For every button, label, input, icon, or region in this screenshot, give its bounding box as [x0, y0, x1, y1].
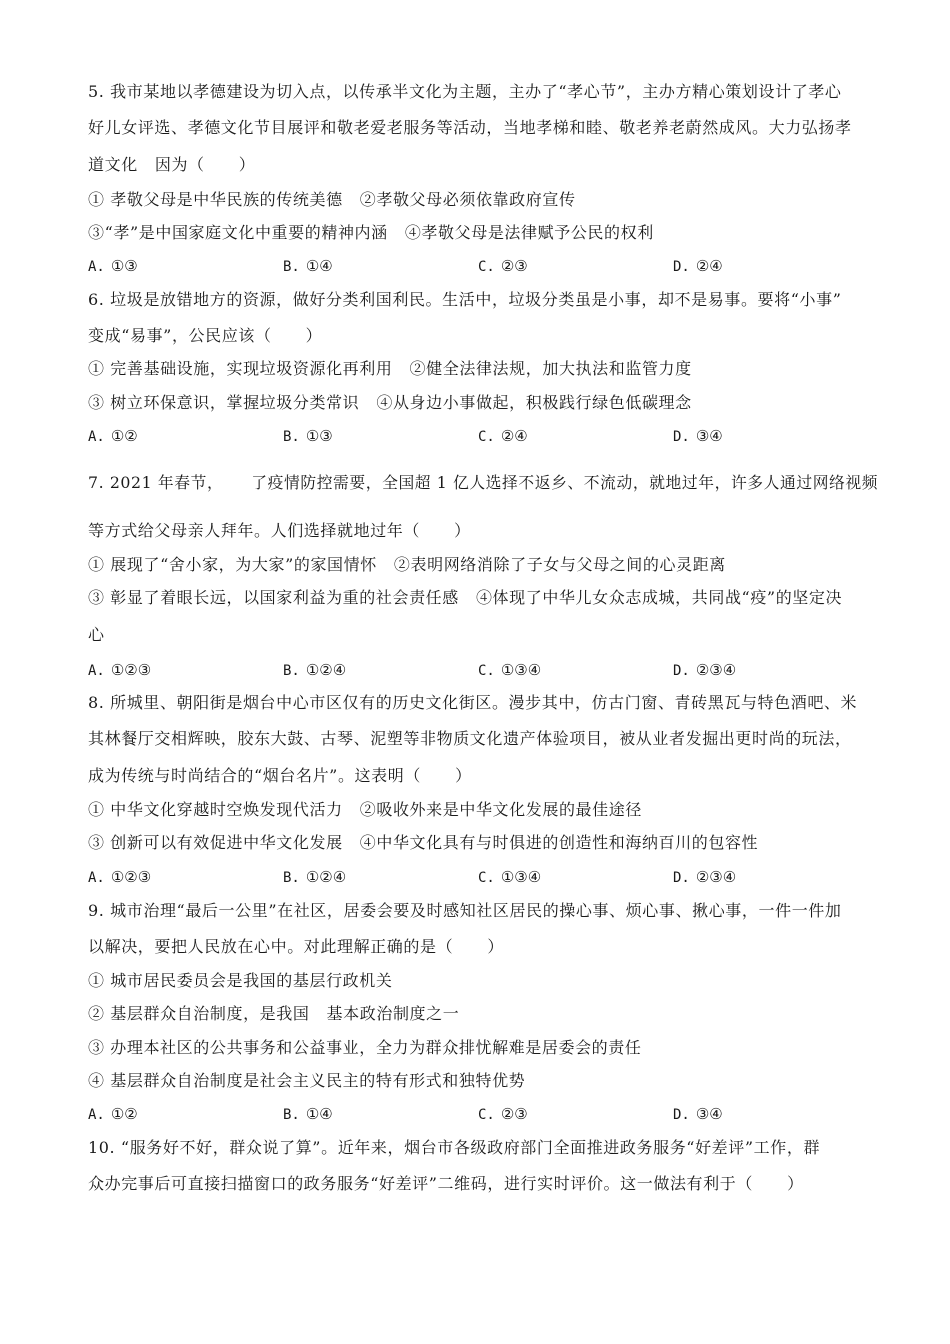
q7-option-b[interactable]: B. ①②④: [283, 661, 347, 679]
q9-options: [88, 1104, 878, 1124]
q8-statement-line-2: ③ 创新可以有效促进中华文化发展 ④中华文化具有与时俱进的创造性和海纳百川的包容性: [88, 833, 759, 852]
q9-option-a[interactable]: A. ①②: [88, 1105, 138, 1123]
q9-statement-1: ① 城市居民委员会是我国的基层行政机关: [88, 971, 393, 990]
q8-option-a[interactable]: A. ①②③: [88, 868, 152, 886]
q7-stem-line-1: 7. 2021 年春节， 了疫情防控需要，全国超 1 亿人选择不返乡、不流动，就地过年，许多人通过网络视频: [88, 473, 879, 492]
q8-option-c[interactable]: C. ①③④: [478, 868, 542, 886]
q7-option-d[interactable]: D. ②③④: [673, 661, 737, 679]
q7-stem-line-2: 等方式给父母亲人拜年。人们选择就地过年（ ）: [88, 521, 471, 540]
q8-stem-line-1: 8. 所城里、朝阳街是烟台中心市区仅有的历史文化街区。漫步其中，仿古门窗、青砖黑瓦与特色酒吧、米: [88, 693, 858, 712]
q7-statement-line-2: ③ 彰显了着眼长远，以国家利益为重的社会责任感 ④体现了中华儿女众志成城，共同战“疫”的坚定决: [88, 588, 843, 607]
q5-statement-line-1: ① 孝敬父母是中华民族的传统美德 ②孝敬父母必须依靠政府宣传: [88, 190, 576, 209]
q9-stem-line-2: 以解决，要把人民放在心中。对此理解正确的是（ ）: [88, 937, 504, 956]
q8-options: [88, 867, 878, 887]
q5-options: [88, 256, 878, 276]
q9-option-d[interactable]: D. ③④: [673, 1105, 723, 1123]
q9-statement-2: ② 基层群众自治制度，是我国 基本政治制度之一: [88, 1004, 460, 1023]
q7-statement-line-1: ① 展现了“舍小家，为大家”的家国情怀 ②表明网络消除了子女与父母之间的心灵距离: [88, 555, 726, 574]
q5-option-b[interactable]: B. ①④: [283, 257, 333, 275]
q6-statement-line-2: ③ 树立环保意识，掌握垃圾分类常识 ④从身边小事做起，积极践行绿色低碳理念: [88, 393, 692, 412]
q6-stem-line-2: 变成“易事”，公民应该（ ）: [88, 326, 323, 345]
q6-option-d[interactable]: D. ③④: [673, 427, 723, 445]
q5-stem-line-1: 5. 我市某地以孝德建设为切入点，以传承半文化为主题，主办了“孝心节”，主办方精心策划设计了孝心: [88, 82, 842, 101]
q6-statement-line-1: ① 完善基础设施，实现垃圾资源化再利用 ②健全法律法规，加大执法和监管力度: [88, 359, 692, 378]
q8-statement-line-1: ① 中华文化穿越时空焕发现代活力 ②吸收外来是中华文化发展的最佳途径: [88, 800, 642, 819]
q10-stem-line-2: 众办完事后可直接扫描窗口的政务服务“好差评”二维码，进行实时评价。这一做法有利于（ ）: [88, 1174, 804, 1193]
q6-stem-line-1: 6. 垃圾是放错地方的资源，做好分类利国利民。生活中，垃圾分类虽是小事，却不是易事。要将“小事”: [88, 290, 842, 309]
q5-option-c[interactable]: C. ②③: [478, 257, 528, 275]
q8-stem-line-3: 成为传统与时尚结合的“烟台名片”。这表明（ ）: [88, 766, 472, 785]
q7-options: [88, 660, 878, 680]
q5-statement-line-2: ③“孝”是中国家庭文化中重要的精神内涵 ④孝敬父母是法律赋予公民的权利: [88, 223, 654, 242]
q7-option-a[interactable]: A. ①②③: [88, 661, 152, 679]
q7-statement-line-3: 心: [88, 625, 105, 644]
q6-option-c[interactable]: C. ②④: [478, 427, 528, 445]
q5-stem-line-2: 好儿女评选、孝德文化节目展评和敬老爱老服务等活动，当地孝梯和睦、敬老养老蔚然成风。大力弘扬孝: [88, 118, 852, 137]
q5-stem-line-3: 道文化 因为（ ）: [88, 155, 256, 174]
q6-option-b[interactable]: B. ①③: [283, 427, 333, 445]
q5-option-a[interactable]: A. ①③: [88, 257, 138, 275]
q9-statement-3: ③ 办理本社区的公共事务和公益事业，全力为群众排忧解难是居委会的责任: [88, 1038, 642, 1057]
q5-option-d[interactable]: D. ②④: [673, 257, 723, 275]
q6-options: [88, 426, 878, 446]
q6-option-a[interactable]: A. ①②: [88, 427, 138, 445]
q10-stem-line-1: 10. “服务好不好，群众说了算”。近年来，烟台市各级政府部门全面推进政务服务“好差评”工作，群: [88, 1138, 821, 1157]
q8-stem-line-2: 其林餐厅交相辉映，胶东大鼓、古琴、泥塑等非物质文化遗产体验项目，被从业者发掘出更时尚的玩法，: [88, 729, 852, 748]
q9-stem-line-1: 9. 城市治理“最后一公里”在社区，居委会要及时感知社区居民的操心事、烦心事、揪心事，一件一件加: [88, 901, 842, 920]
q8-option-d[interactable]: D. ②③④: [673, 868, 737, 886]
q9-statement-4: ④ 基层群众自治制度是社会主义民主的特有形式和独特优势: [88, 1071, 526, 1090]
q7-option-c[interactable]: C. ①③④: [478, 661, 542, 679]
q8-option-b[interactable]: B. ①②④: [283, 868, 347, 886]
q9-option-c[interactable]: C. ②③: [478, 1105, 528, 1123]
q9-option-b[interactable]: B. ①④: [283, 1105, 333, 1123]
